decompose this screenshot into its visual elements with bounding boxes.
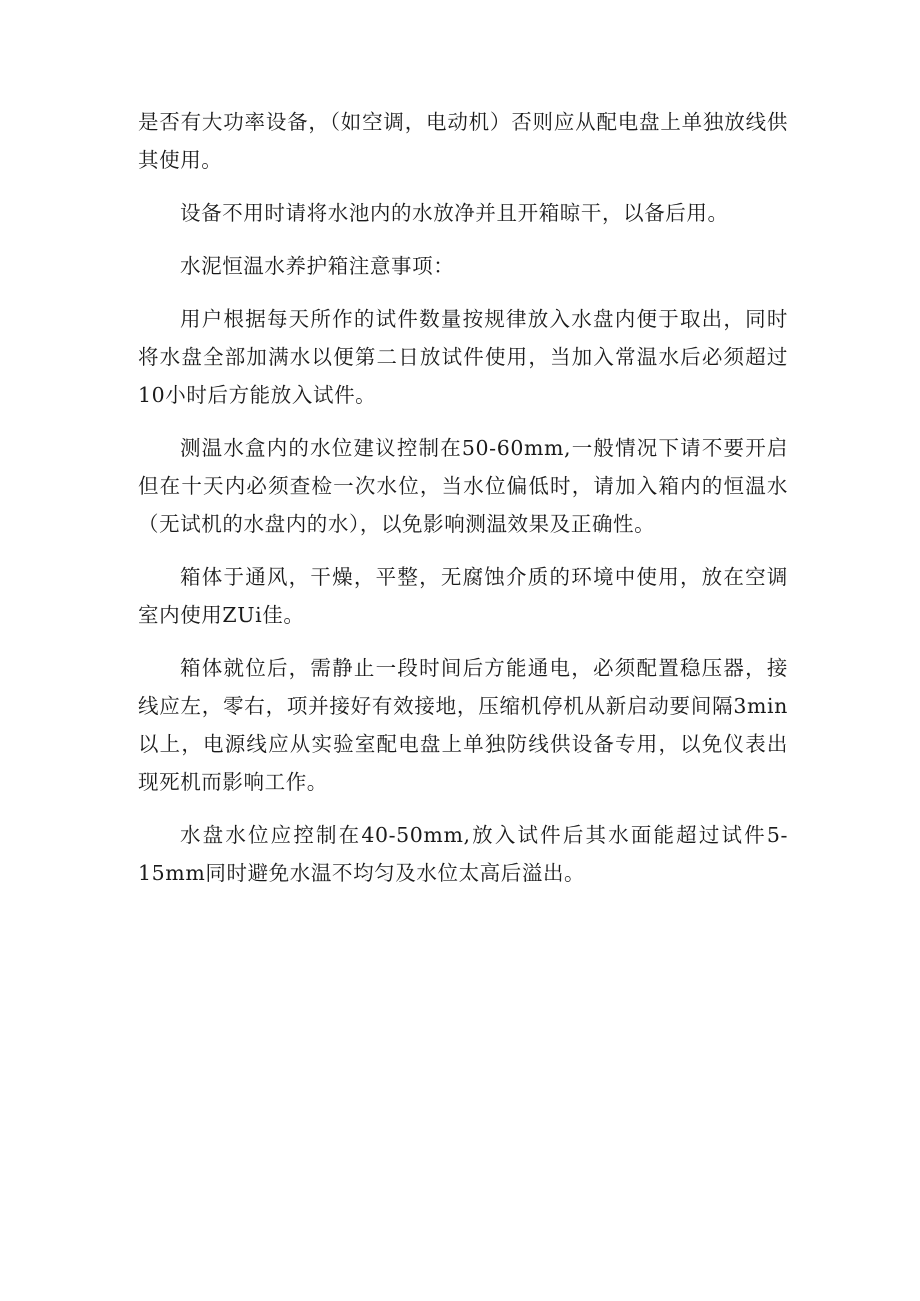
section-heading-precautions: 水泥恒温水养护箱注意事项： [180,254,455,278]
paragraph-installation-power: 箱体就位后，需静止一段时间后方能通电，必须配置稳压器，接线应左，零右，项并接好有效接地，压缩机停机从新启动要间隔3min以上，电源线应从实验室配电盘上单独防线供设备专用，以免仪表出现死机而影响工作。 [138,656,788,794]
paragraph-continuation: 是否有大功率设备，（如空调，电动机）否则应从配电盘上单独放线供其使用。 [138,110,788,172]
paragraph-environment: 箱体于通风，干燥，平整，无腐蚀介质的环境中使用，放在空调室内使用ZUi佳。 [138,565,788,627]
paragraph-specimen-placement: 用户根据每天所作的试件数量按规律放入水盘内便于取出，同时将水盘全部加满水以便第二日放试件使用，当加入常温水后必须超过10小时后方能放入试件。 [138,307,788,407]
document-body [138,103,788,907]
paragraph-drain-water: 设备不用时请将水池内的水放净并且开箱晾干，以备后用。 [180,201,729,225]
paragraph-water-level-check: 测温水盒内的水位建议控制在50-60mm,一般情况下请不要开启但在十天内必须查检一次水位，当水位偏低时，请加入箱内的恒温水（无试机的水盘内的水），以免影响测温效果及正确性。 [138,436,788,536]
paragraph-tray-water-level: 水盘水位应控制在40-50mm,放入试件后其水面能超过试件5-15mm同时避免水温不均匀及水位太高后溢出。 [138,823,788,885]
